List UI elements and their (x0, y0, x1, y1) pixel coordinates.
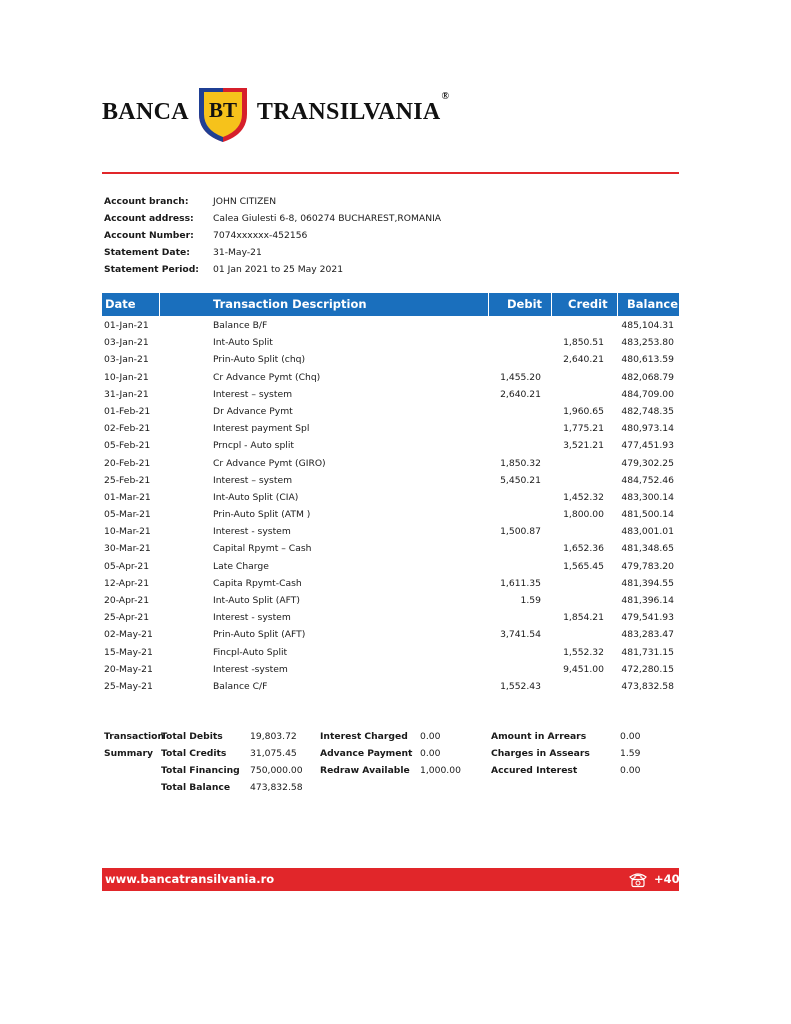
cell-credit: 1,552.32 (563, 646, 604, 658)
summary-value: 1,000.00 (420, 765, 461, 776)
statement-period-label: Statement Period: (104, 264, 199, 275)
cell-description: Prin-Auto Split (chq) (213, 354, 306, 366)
cell-balance: 483,253.80 (621, 337, 674, 349)
cell-credit: 1,452.32 (563, 491, 604, 503)
statement-date-value: 31-May-21 (213, 247, 262, 258)
table-row (102, 626, 679, 643)
summary-label: Advance Payment (320, 748, 413, 759)
statement-date-label: Statement Date: (104, 247, 190, 258)
summary-title-line2: Summary (104, 748, 154, 759)
table-row (102, 558, 679, 575)
header-divider (102, 172, 679, 174)
cell-credit: 9,451.00 (563, 663, 604, 675)
cell-debit: 5,450.21 (500, 474, 541, 486)
account-info (104, 193, 441, 278)
cell-description: Interest - system (213, 612, 291, 624)
table-row (102, 540, 679, 557)
cell-balance: 477,451.93 (621, 440, 674, 452)
table-row (102, 437, 679, 454)
header-separator (551, 293, 552, 316)
website-link[interactable]: www.bancatransilvania.ro (105, 872, 275, 886)
cell-description: Int-Auto Split (213, 337, 273, 349)
account-branch-value: JOHN CITIZEN (213, 196, 277, 207)
cell-description: Dr Advance Pymt (213, 405, 293, 417)
summary-col3-labels (491, 728, 590, 779)
cell-balance: 482,068.79 (621, 371, 674, 383)
cell-balance: 484,752.46 (621, 474, 674, 486)
cell-credit: 1,652.36 (563, 543, 604, 555)
header-date: Date (105, 297, 136, 311)
table-row (102, 644, 679, 661)
cell-date: 01-Jan-21 (104, 320, 149, 331)
transactions-table-body (102, 317, 679, 695)
account-branch-label: Account branch: (104, 196, 189, 207)
header-credit: Credit (568, 297, 608, 311)
cell-description: Interest -system (213, 663, 288, 675)
account-number-row (104, 227, 441, 244)
summary-col2-values (420, 728, 461, 779)
cell-date: 05-Feb-21 (104, 440, 151, 452)
table-row (102, 420, 679, 437)
statement-period-row (104, 261, 441, 278)
cell-description: Late Charge (213, 560, 269, 572)
cell-debit: 1,611.35 (500, 577, 541, 589)
cell-credit: 1,775.21 (563, 423, 604, 435)
cell-date: 25-Apr-21 (104, 612, 150, 624)
cell-date: 10-Mar-21 (104, 526, 151, 538)
cell-date: 31-Jan-21 (104, 388, 149, 400)
cell-description: Prncpl - Auto split (213, 440, 294, 452)
cell-date: 05-Apr-21 (104, 560, 150, 572)
cell-balance: 481,731.15 (621, 646, 674, 658)
table-row (102, 334, 679, 351)
cell-description: Balance B/F (213, 320, 268, 331)
cell-balance: 483,300.14 (621, 491, 674, 503)
account-address-row (104, 210, 441, 227)
cell-balance: 485,104.31 (621, 320, 674, 331)
cell-date: 10-Jan-21 (104, 371, 149, 383)
summary-value: 0.00 (620, 731, 641, 742)
cell-description: Cr Advance Pymt (Chq) (213, 371, 321, 383)
account-number-value: 7074xxxxxx-452156 (213, 230, 308, 241)
cell-description: Interest payment Spl (213, 423, 310, 435)
cell-date: 01-Feb-21 (104, 405, 151, 417)
cell-date: 03-Jan-21 (104, 354, 149, 366)
cell-date: 12-Apr-21 (104, 577, 150, 589)
table-row (102, 609, 679, 626)
cell-description: Interest – system (213, 474, 293, 486)
brand-word-left: BANCA (102, 98, 189, 125)
cell-balance: 481,396.14 (621, 595, 674, 606)
cell-description: Fincpl-Auto Split (213, 646, 288, 658)
account-address-label: Account address: (104, 213, 194, 224)
cell-date: 02-Feb-21 (104, 423, 151, 435)
cell-credit: 1,960.65 (563, 405, 604, 417)
summary-label: Total Debits (161, 731, 223, 742)
account-number-label: Account Number: (104, 230, 194, 241)
table-row (102, 489, 679, 506)
cell-credit: 1,854.21 (563, 612, 604, 624)
cell-description: Interest – system (213, 388, 293, 400)
cell-date: 20-May-21 (104, 663, 153, 675)
header-separator (617, 293, 618, 316)
cell-description: Int-Auto Split (CIA) (213, 491, 299, 503)
summary-title-line1: Transaction (104, 731, 165, 742)
table-row (102, 661, 679, 678)
cell-balance: 481,394.55 (621, 577, 674, 589)
cell-date: 03-Jan-21 (104, 337, 149, 349)
header-debit: Debit (507, 297, 543, 311)
table-row (102, 523, 679, 540)
cell-description: Balance C/F (213, 680, 268, 692)
summary-value: 750,000.00 (250, 765, 303, 776)
cell-debit: 1.59 (520, 595, 541, 606)
statement-date-row (104, 244, 441, 261)
summary-value: 0.00 (420, 731, 441, 742)
cell-credit: 2,640.21 (563, 354, 604, 366)
brand-right-text: TRANSILVANIA (256, 98, 441, 125)
cell-date: 20-Feb-21 (104, 457, 151, 469)
summary-label: Charges in Assears (491, 748, 590, 759)
summary-value: 31,075.45 (250, 748, 297, 759)
table-row (102, 678, 679, 695)
cell-debit: 3,741.54 (500, 629, 541, 641)
summary-label: Redraw Available (320, 765, 410, 776)
header-separator (488, 293, 489, 316)
statement-period-value: 01 Jan 2021 to 25 May 2021 (213, 264, 344, 275)
summary-value: 0.00 (420, 748, 441, 759)
cell-date: 25-May-21 (104, 680, 153, 692)
summary-value: 1.59 (620, 748, 641, 759)
bt-shield-icon (195, 84, 251, 144)
summary-col1-values (250, 728, 303, 796)
table-row (102, 351, 679, 368)
cell-credit: 1,850.51 (563, 337, 604, 349)
cell-balance: 482,748.35 (621, 405, 674, 417)
summary-value: 19,803.72 (250, 731, 297, 742)
logo-monogram: BT (208, 98, 237, 122)
cell-debit: 2,640.21 (500, 388, 541, 400)
cell-debit: 1,850.32 (500, 457, 541, 469)
cell-debit: 1,455.20 (500, 371, 541, 383)
summary-label: Interest Charged (320, 731, 408, 742)
cell-date: 02-May-21 (104, 629, 153, 641)
summary-col1-labels (161, 728, 240, 796)
brand-word-right (256, 90, 450, 126)
cell-date: 30-Mar-21 (104, 543, 151, 555)
bank-logo (102, 90, 449, 134)
cell-balance: 484,709.00 (621, 388, 674, 400)
cell-balance: 483,283.47 (621, 629, 674, 641)
cell-date: 20-Apr-21 (104, 595, 150, 606)
header-description: Transaction Description (213, 297, 367, 311)
account-branch-row (104, 193, 441, 210)
table-row (102, 472, 679, 489)
cell-date: 15-May-21 (104, 646, 153, 658)
table-row (102, 575, 679, 592)
cell-credit: 3,521.21 (563, 440, 604, 452)
cell-balance: 483,001.01 (621, 526, 674, 538)
cell-description: Interest - system (213, 526, 291, 538)
cell-description: Prin-Auto Split (ATM ) (213, 509, 311, 521)
cell-description: Prin-Auto Split (AFT) (213, 629, 306, 641)
summary-col2-labels (320, 728, 412, 779)
table-row (102, 455, 679, 472)
table-row (102, 592, 679, 609)
table-row (102, 369, 679, 386)
footer-bar (102, 868, 680, 955)
account-address-value: Calea Giulesti 6-8, 060274 BUCHAREST,ROMANIA (213, 213, 442, 224)
cell-balance: 479,302.25 (621, 457, 674, 469)
table-row (102, 506, 679, 523)
summary-label: Amount in Arrears (491, 731, 587, 742)
cell-debit: 1,500.87 (500, 526, 541, 538)
summary-col3-values (620, 728, 640, 779)
table-row (102, 317, 679, 334)
transactions-table-header (102, 293, 679, 316)
summary-label: Total Credits (161, 748, 227, 759)
summary-value: 0.00 (620, 765, 641, 776)
cell-date: 25-Feb-21 (104, 474, 151, 486)
cell-credit: 1,565.45 (563, 560, 604, 572)
cell-credit: 1,800.00 (563, 509, 604, 521)
header-balance: Balance (627, 297, 679, 311)
cell-description: Capita Rpymt-Cash (213, 577, 302, 589)
cell-description: Int-Auto Split (AFT) (213, 595, 300, 606)
cell-balance: 479,541.93 (621, 612, 674, 624)
summary-label: Accured Interest (491, 765, 578, 776)
cell-debit: 1,552.43 (500, 680, 541, 692)
cell-balance: 472,280.15 (621, 663, 674, 675)
header-separator (159, 293, 160, 316)
summary-title (104, 728, 164, 762)
summary-value: 473,832.58 (250, 782, 303, 793)
cell-date: 05-Mar-21 (104, 509, 151, 521)
registered-mark: ® (441, 90, 450, 102)
summary-label: Total Financing (161, 765, 240, 776)
telephone-icon (628, 871, 648, 888)
cell-balance: 480,973.14 (621, 423, 674, 435)
table-row (102, 386, 679, 403)
cell-description: Capital Rpymt – Cash (213, 543, 312, 555)
cell-balance: 481,348.65 (621, 543, 674, 555)
cell-balance: 481,500.14 (621, 509, 674, 521)
phone-number[interactable]: +40 241 664 404 (654, 872, 680, 955)
cell-date: 01-Mar-21 (104, 491, 151, 503)
table-row (102, 403, 679, 420)
cell-balance: 480,613.59 (621, 354, 674, 366)
cell-balance: 473,832.58 (621, 680, 674, 692)
cell-balance: 479,783.20 (621, 560, 674, 572)
summary-label: Total Balance (161, 782, 231, 793)
cell-description: Cr Advance Pymt (GIRO) (213, 457, 326, 469)
